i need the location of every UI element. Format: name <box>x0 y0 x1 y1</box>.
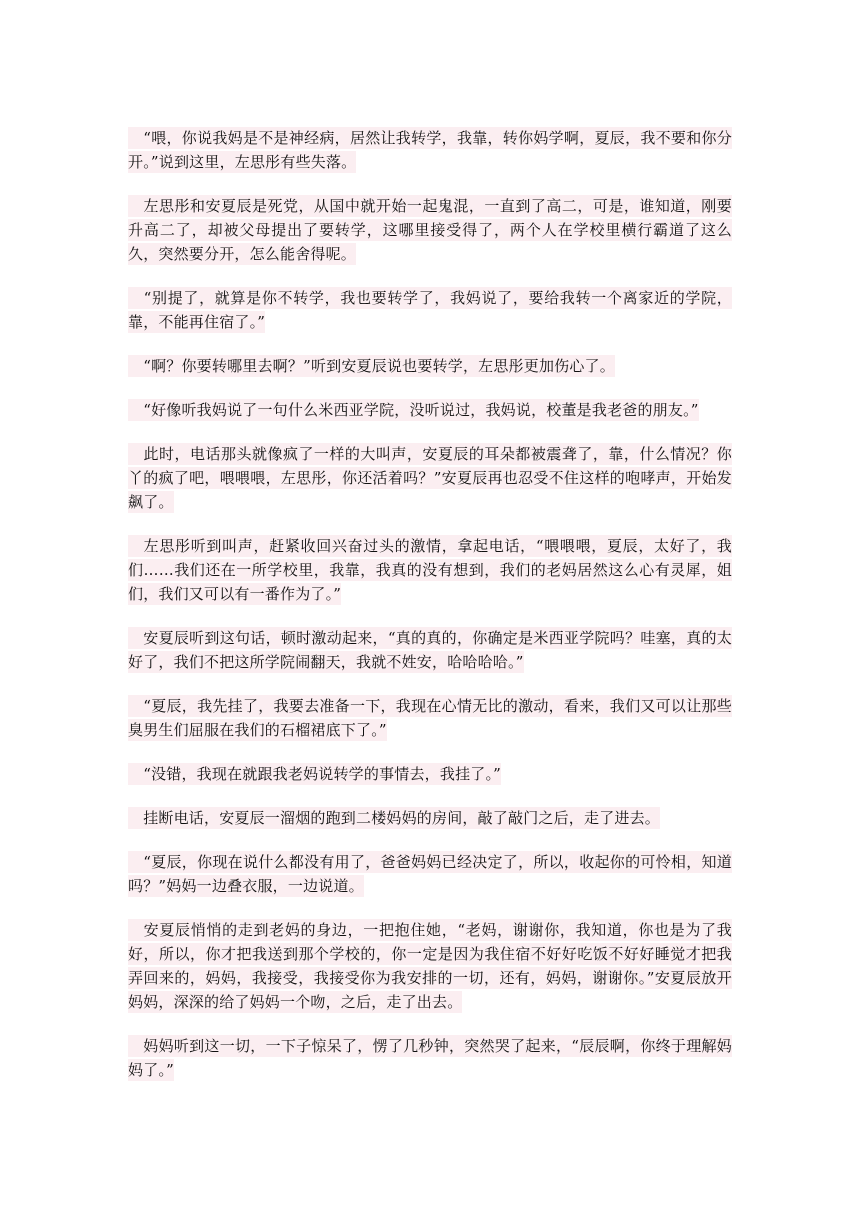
paragraph-8 <box>128 626 732 674</box>
document-body <box>128 126 732 1102</box>
paragraph-4 <box>128 354 732 378</box>
paragraph-7 <box>128 534 732 606</box>
paragraph-12 <box>128 850 732 898</box>
paragraph-8-text: 安夏辰听到这句话，顿时激动起来，“真的真的，你确定是米西亚学院吗？哇塞，真的太好了，我们不把这所学院闹翻天，我就不姓安，哈哈哈哈。” <box>128 629 732 671</box>
paragraph-6-text: 此时，电话那头就像疯了一样的大叫声，安夏辰的耳朵都被震聋了，靠，什么情况？你丫的疯了吧，喂喂喂，左思彤，你还活着吗？”安夏辰再也忍受不住这样的咆哮声，开始发飙了。 <box>128 445 732 511</box>
paragraph-2 <box>128 194 732 266</box>
paragraph-3 <box>128 286 732 334</box>
paragraph-6 <box>128 442 732 514</box>
paragraph-13 <box>128 918 732 1014</box>
paragraph-5-text: “好像听我妈说了一句什么米西亚学院，没听说过，我妈说，校董是我老爸的朋友。” <box>128 401 699 419</box>
paragraph-14-text: 妈妈听到这一切，一下子惊呆了，愣了几秒钟，突然哭了起来，“辰辰啊，你终于理解妈妈了。” <box>128 1037 732 1079</box>
paragraph-10-text: “没错，我现在就跟我老妈说转学的事情去，我挂了。” <box>128 765 502 783</box>
paragraph-3-text: “别提了，就算是你不转学，我也要转学了，我妈说了，要给我转一个离家近的学院，靠，不能再住宿了。” <box>128 289 732 331</box>
paragraph-10 <box>128 762 732 786</box>
paragraph-11 <box>128 806 732 830</box>
paragraph-1 <box>128 126 732 174</box>
paragraph-12-text: “夏辰，你现在说什么都没有用了，爸爸妈妈已经决定了，所以，收起你的可怜相，知道吗？”妈妈一边叠衣服，一边说道。 <box>128 853 732 895</box>
paragraph-4-text: “啊？你要转哪里去啊？”听到安夏辰说也要转学，左思彤更加伤心了。 <box>128 357 615 375</box>
paragraph-2-text: 左思彤和安夏辰是死党，从国中就开始一起鬼混，一直到了高二，可是，谁知道，刚要升高二了，却被父母提出了要转学，这哪里接受得了，两个人在学校里横行霸道了这么久，突然要分开，怎么能舍得呢。 <box>128 197 732 263</box>
paragraph-5 <box>128 398 732 422</box>
paragraph-13-text: 安夏辰悄悄的走到老妈的身边，一把抱住她，“老妈，谢谢你，我知道，你也是为了我好，所以，你才把我送到那个学校的，你一定是因为我住宿不好好吃饭不好好睡觉才把我弄回来的，妈妈，我接受，我接受你为我安排的一切，还有，妈妈，谢谢你。”安夏辰放开妈妈，深深的给了妈妈一个吻，之后，走了出去。 <box>128 921 732 1011</box>
paragraph-9-text: “夏辰，我先挂了，我要去准备一下，我现在心情无比的激动，看来，我们又可以让那些臭男生们屈服在我们的石榴裙底下了。” <box>128 697 732 739</box>
paragraph-1-text: “喂，你说我妈是不是神经病，居然让我转学，我靠，转你妈学啊，夏辰，我不要和你分开。”说到这里，左思彤有些失落。 <box>128 129 732 171</box>
paragraph-9 <box>128 694 732 742</box>
paragraph-7-text: 左思彤听到叫声，赶紧收回兴奋过头的激情，拿起电话，“喂喂喂，夏辰，太好了，我们……我们还在一所学校里，我靠，我真的没有想到，我们的老妈居然这么心有灵犀，姐们，我们又可以有一番作为了。” <box>128 537 732 603</box>
paragraph-11-text: 挂断电话，安夏辰一溜烟的跑到二楼妈妈的房间，敲了敲门之后，走了进去。 <box>128 809 661 827</box>
paragraph-14 <box>128 1034 732 1082</box>
